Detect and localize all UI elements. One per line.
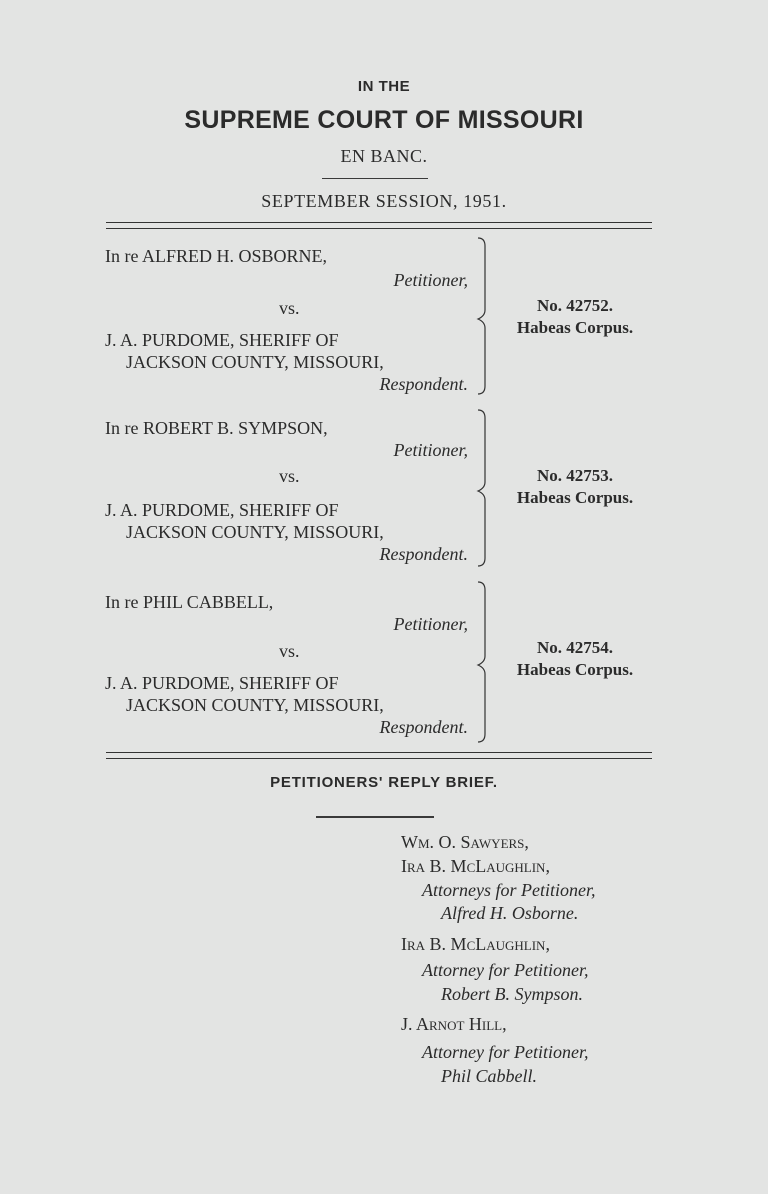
case-vs: vs. (279, 298, 300, 318)
brief-title: PETITIONERS' REPLY BRIEF. (270, 774, 498, 791)
case-brace-2 (476, 408, 490, 568)
case-brace-1 (476, 236, 490, 396)
case-number: No. 42752. (536, 296, 614, 315)
attorney-role: Attorney for Petitioner, (422, 960, 589, 980)
attorney-name: Ira B. McLaughlin, (401, 934, 550, 954)
case-respondent: Respondent. (379, 544, 468, 564)
header-short-rule (322, 178, 428, 179)
session-line: SEPTEMBER SESSION, 1951. (261, 191, 507, 211)
case-writ: Habeas Corpus. (516, 318, 634, 337)
attorney-name: Ira B. McLaughlin, (401, 856, 550, 876)
attorney-name: Wm. O. Sawyers, (401, 832, 529, 852)
attorney-role: Attorney for Petitioner, (422, 1042, 589, 1062)
bottom-double-rule (106, 752, 652, 759)
attorney-name: J. Arnot Hill, (401, 1014, 507, 1034)
title-short-rule (316, 816, 434, 818)
case-in-re: In re ALFRED H. OSBORNE, (105, 246, 328, 266)
top-double-rule (106, 222, 652, 229)
case-writ: Habeas Corpus. (516, 660, 634, 679)
court-title: SUPREME COURT OF MISSOURI (184, 106, 584, 134)
attorney-client: Phil Cabbell. (441, 1066, 537, 1086)
case-respondent-line1: J. A. PURDOME, SHERIFF OF (105, 330, 339, 350)
header-in-the: IN THE (357, 78, 411, 95)
case-respondent-line2: JACKSON COUNTY, MISSOURI, (126, 695, 384, 715)
attorney-role: Attorneys for Petitioner, (422, 880, 596, 900)
case-respondent-line2: JACKSON COUNTY, MISSOURI, (126, 352, 384, 372)
case-respondent-line2: JACKSON COUNTY, MISSOURI, (126, 522, 384, 542)
case-vs: vs. (279, 641, 300, 661)
case-petitioner: Petitioner, (393, 614, 468, 634)
case-number: No. 42754. (536, 638, 614, 657)
case-brace-3 (476, 580, 490, 744)
case-respondent-line1: J. A. PURDOME, SHERIFF OF (105, 673, 339, 693)
case-vs: vs. (279, 466, 300, 486)
case-petitioner: Petitioner, (393, 270, 468, 290)
case-petitioner: Petitioner, (393, 440, 468, 460)
attorney-client: Robert B. Sympson. (441, 984, 583, 1004)
attorney-client: Alfred H. Osborne. (441, 903, 579, 923)
case-respondent-line1: J. A. PURDOME, SHERIFF OF (105, 500, 339, 520)
case-writ: Habeas Corpus. (516, 488, 634, 507)
case-respondent: Respondent. (379, 374, 468, 394)
en-banc: EN BANC. (340, 146, 428, 166)
case-in-re: In re PHIL CABBELL, (105, 592, 274, 612)
case-respondent: Respondent. (379, 717, 468, 737)
case-in-re: In re ROBERT B. SYMPSON, (105, 418, 328, 438)
case-number: No. 42753. (536, 466, 614, 485)
